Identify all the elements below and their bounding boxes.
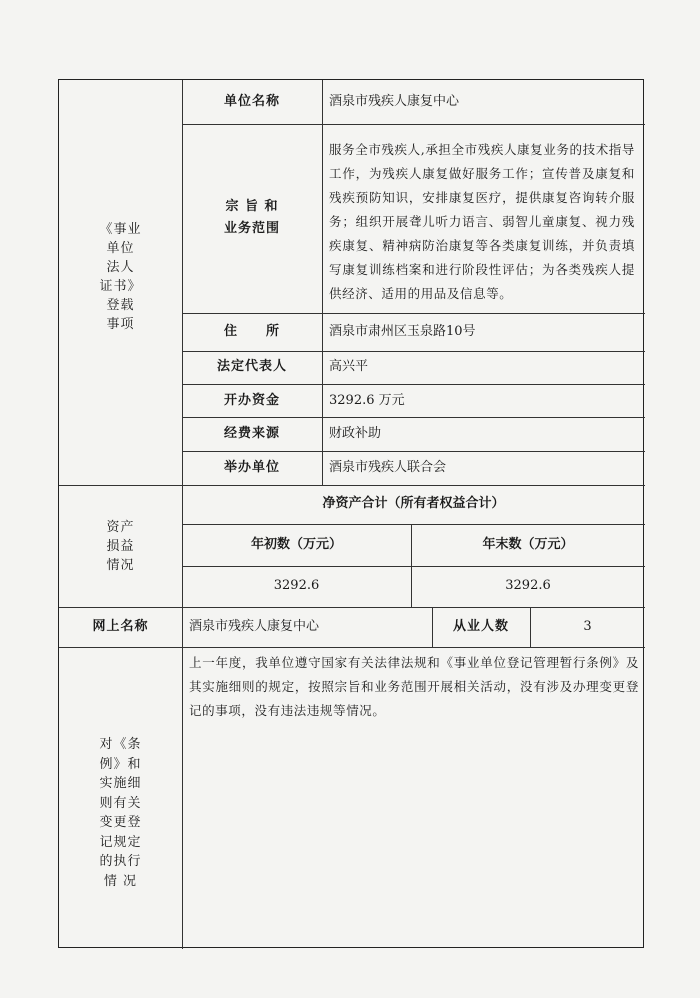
- grid-line: [182, 417, 645, 418]
- online-name-value: 酒泉市残疾人康复中心: [189, 619, 320, 634]
- sponsor-label: 举办单位: [223, 460, 280, 475]
- address-value: 酒泉市肃州区玉泉路10号: [329, 324, 476, 339]
- registration-form-table: [58, 79, 644, 948]
- legal-representative-value: 高兴平: [329, 359, 369, 374]
- assets-section-label: 资产 损益 情况: [106, 520, 135, 573]
- compliance-section-label: 对《条 例》和 实施细 则有关 变更登 记规定 的执行 情 况: [99, 737, 142, 889]
- grid-line: [182, 524, 645, 525]
- compliance-text: 上一年度，我单位遵守国家有关法律法规和《事业单位登记管理暂行条例》及其实施细则的规定，按照宗旨和业务范围开展相关活动，没有涉及办理变更登记的事项，没有违法违规等情况。: [189, 655, 639, 718]
- purpose-scope-label: 宗 旨 和 业务范围: [223, 199, 280, 236]
- end-year-value: 3292.6: [505, 578, 551, 593]
- address-label: 住 所: [223, 324, 280, 339]
- funding-source-value: 财政补助: [329, 426, 382, 441]
- grid-line: [182, 566, 645, 567]
- unit-name-label: 单位名称: [223, 94, 280, 109]
- grid-line: [182, 451, 645, 452]
- grid-line: [182, 313, 645, 314]
- unit-name-value: 酒泉市残疾人康复中心: [329, 94, 460, 109]
- staff-count-label: 从业人数: [452, 619, 509, 634]
- registration-section-label: 《事业 单位 法人 证书》 登载 事项: [99, 222, 142, 332]
- begin-year-column-header: 年初数（万元）: [250, 537, 342, 552]
- begin-year-value: 3292.6: [273, 578, 320, 593]
- capital-label: 开办资金: [223, 393, 280, 408]
- net-assets-header: 净资产合计（所有者权益合计）: [322, 496, 505, 511]
- funding-source-label: 经费来源: [223, 426, 280, 441]
- sponsor-value: 酒泉市残疾人联合会: [329, 460, 447, 475]
- legal-representative-label: 法定代表人: [216, 359, 287, 374]
- purpose-scope-value: 服务全市残疾人,承担全市残疾人康复业务的技术指导工作，为残疾人康复做好服务工作；宣传普及康复和残疾预防知识，安排康复医疗，提供康复咨询转介服务；组织开展聋儿听力语言、弱智儿童康复、视力残疾康复、精神病防治康复等各类康复训练，并负责填写康复训练档案和进行阶段性评估；为各类残疾人提供经济、适用的用品及信息等。: [329, 142, 635, 301]
- grid-line: [59, 607, 645, 608]
- grid-line: [182, 384, 645, 385]
- grid-line: [59, 485, 645, 486]
- grid-line: [182, 124, 645, 125]
- grid-line: [59, 647, 645, 648]
- grid-line: [322, 80, 323, 485]
- staff-count-value: 3: [583, 619, 592, 634]
- end-year-column-header: 年末数（万元）: [482, 537, 574, 552]
- grid-line: [182, 647, 183, 949]
- online-name-label: 网上名称: [92, 619, 149, 634]
- capital-value: 3292.6 万元: [329, 393, 405, 408]
- grid-line: [182, 351, 645, 352]
